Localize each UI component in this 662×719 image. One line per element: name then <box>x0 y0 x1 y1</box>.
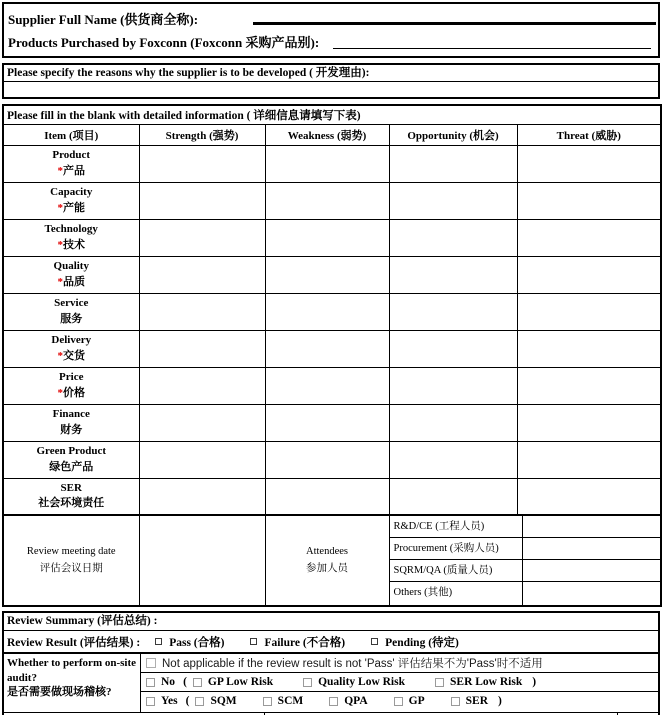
products-label: Products Purchased by Foxconn (Foxconn 采购产品别): <box>8 35 320 50</box>
audit-option-yes: Yes ( SQM SCM QPA GP SER ) <box>141 692 658 710</box>
sub-option-scm: SCM <box>263 695 304 707</box>
col-header-weakness: Weakness (弱势) <box>265 124 389 145</box>
swot-cell[interactable] <box>517 404 661 441</box>
attendee-value-cell[interactable] <box>523 516 661 537</box>
attendees-roles-cell <box>389 515 661 606</box>
table-row <box>3 182 661 219</box>
supplier-identity-box <box>2 2 660 58</box>
swot-cell[interactable] <box>139 182 265 219</box>
review-meeting-row <box>3 515 661 606</box>
swot-cell[interactable] <box>265 404 389 441</box>
audit-option-not-applicable: Not applicable if the review result is not 'Pass' 评估结果不为'Pass'时不适用 <box>141 654 658 673</box>
table-row <box>3 441 661 478</box>
item-label-service: Service 服务 <box>3 293 139 330</box>
products-row <box>6 28 656 51</box>
swot-cell[interactable] <box>389 330 517 367</box>
onsite-audit-options <box>141 654 658 712</box>
qpa-checkbox[interactable] <box>329 697 338 706</box>
sub-option-gp-low-risk: GP Low Risk <box>193 676 273 688</box>
attendee-value-cell[interactable] <box>523 582 661 605</box>
item-label-technology: Technology *技术 <box>3 219 139 256</box>
swot-cell[interactable] <box>389 219 517 256</box>
item-label-green-product: Green Product 绿色产品 <box>3 441 139 478</box>
swot-cell[interactable] <box>265 478 389 515</box>
swot-cell[interactable] <box>139 256 265 293</box>
col-header-strength: Strength (强势) <box>139 124 265 145</box>
swot-cell[interactable] <box>265 293 389 330</box>
swot-header-row <box>3 124 661 145</box>
role-label-others: Others (其他) <box>390 582 523 605</box>
not-applicable-checkbox[interactable] <box>146 658 156 668</box>
col-header-threat: Threat (威胁) <box>517 124 661 145</box>
item-label-quality: Quality *品质 <box>3 256 139 293</box>
attendees-label: Attendees 参加人员 <box>265 515 389 606</box>
review-result-label: Review Result (评估结果) : <box>7 636 141 649</box>
table-row <box>3 293 661 330</box>
audit-option-no: No ( GP Low Risk Quality Low Risk SER Low Risk ) <box>141 673 658 692</box>
swot-cell[interactable] <box>517 441 661 478</box>
swot-cell[interactable] <box>389 293 517 330</box>
supplier-name-label: Supplier Full Name (供货商全称): <box>8 12 199 27</box>
swot-cell[interactable] <box>139 478 265 515</box>
attendee-value-cell[interactable] <box>523 538 661 559</box>
role-label-sqrm-qa: SQRM/QA (质量人员) <box>390 560 523 581</box>
swot-cell[interactable] <box>265 367 389 404</box>
result-option-pass: Pass (合格) <box>155 634 224 650</box>
products-blank[interactable] <box>333 48 651 49</box>
swot-cell[interactable] <box>389 441 517 478</box>
table-row <box>3 367 661 404</box>
swot-cell[interactable] <box>517 367 661 404</box>
ser-low-risk-checkbox[interactable] <box>435 678 444 687</box>
failure-checkbox[interactable] <box>250 638 257 645</box>
development-reasons-box <box>2 63 660 99</box>
swot-cell[interactable] <box>389 145 517 182</box>
swot-cell[interactable] <box>389 478 517 515</box>
ser-checkbox[interactable] <box>451 697 460 706</box>
swot-cell[interactable] <box>265 219 389 256</box>
swot-cell[interactable] <box>517 478 661 515</box>
review-meeting-date-label: Review meeting date 评估会议日期 <box>3 515 139 606</box>
role-label-rdce: R&D/CE (工程人员) <box>390 516 523 537</box>
onsite-audit-section <box>4 654 658 713</box>
item-label-delivery: Delivery *交货 <box>3 330 139 367</box>
swot-cell[interactable] <box>517 219 661 256</box>
swot-cell[interactable] <box>517 256 661 293</box>
swot-cell[interactable] <box>265 256 389 293</box>
next-section-partial-row <box>4 713 658 715</box>
quality-low-risk-checkbox[interactable] <box>303 678 312 687</box>
item-label-price: Price *价格 <box>3 367 139 404</box>
swot-cell[interactable] <box>265 182 389 219</box>
table-row <box>3 404 661 441</box>
partial-divider <box>617 713 618 715</box>
item-label-finance: Finance 财务 <box>3 404 139 441</box>
swot-table <box>2 104 662 607</box>
sqm-checkbox[interactable] <box>195 697 204 706</box>
swot-cell[interactable] <box>265 145 389 182</box>
table-row <box>3 256 661 293</box>
result-option-failure: Failure (不合格) <box>250 634 345 650</box>
result-option-pending: Pending (待定) <box>371 634 459 650</box>
development-reasons-input-area[interactable] <box>4 82 658 97</box>
table-row <box>3 478 661 515</box>
onsite-audit-question: Whether to perform on-site audit? 是否需要做现场稽核? <box>4 654 141 712</box>
swot-cell[interactable] <box>265 330 389 367</box>
sub-option-ser: SER <box>451 695 488 707</box>
swot-cell[interactable] <box>265 441 389 478</box>
no-checkbox[interactable] <box>146 678 155 687</box>
col-header-item: Item (项目) <box>3 124 139 145</box>
supplier-name-row <box>6 5 656 28</box>
pending-checkbox[interactable] <box>371 638 378 645</box>
table-row <box>3 145 661 182</box>
swot-cell[interactable] <box>139 219 265 256</box>
swot-cell[interactable] <box>517 182 661 219</box>
role-label-procurement: Procurement (采购人员) <box>390 538 523 559</box>
item-label-product: Product *产品 <box>3 145 139 182</box>
item-label-ser: SER 社会环境责任 <box>3 478 139 515</box>
swot-cell[interactable] <box>139 145 265 182</box>
pass-checkbox[interactable] <box>155 638 162 645</box>
swot-cell[interactable] <box>139 441 265 478</box>
sub-option-ser-low-risk: SER Low Risk <box>435 676 522 688</box>
attendee-role-row <box>390 582 661 605</box>
fill-instruction-label: Please fill in the blank with detailed information ( 详细信息请填写下表) <box>3 105 661 124</box>
swot-cell[interactable] <box>389 404 517 441</box>
scm-checkbox[interactable] <box>263 697 272 706</box>
swot-cell[interactable] <box>389 182 517 219</box>
gp-low-risk-checkbox[interactable] <box>193 678 202 687</box>
review-result-row <box>4 631 658 654</box>
yes-checkbox[interactable] <box>146 697 155 706</box>
attendee-value-cell[interactable] <box>523 560 661 581</box>
swot-cell[interactable] <box>139 367 265 404</box>
attendee-role-row <box>390 516 661 538</box>
table-row <box>3 330 661 367</box>
sub-option-sqm: SQM <box>195 695 236 707</box>
swot-cell[interactable] <box>139 330 265 367</box>
sub-option-qpa: QPA <box>329 695 367 707</box>
sub-option-quality-low-risk: Quality Low Risk <box>303 676 405 688</box>
swot-cell[interactable] <box>517 330 661 367</box>
swot-cell[interactable] <box>517 293 661 330</box>
development-reasons-label: Please specify the reasons why the supplier is to be developed ( 开发理由): <box>4 65 658 82</box>
review-summary-label: Review Summary (评估总结) : <box>4 613 658 631</box>
table-row <box>3 219 661 256</box>
attendee-role-row <box>390 560 661 582</box>
supplier-name-blank[interactable] <box>253 22 656 25</box>
review-summary-box <box>2 611 660 715</box>
swot-cell[interactable] <box>389 367 517 404</box>
item-label-capacity: Capacity *产能 <box>3 182 139 219</box>
swot-cell[interactable] <box>139 293 265 330</box>
attendee-role-row <box>390 538 661 560</box>
sub-option-gp: GP <box>394 695 425 707</box>
swot-cell[interactable] <box>389 256 517 293</box>
gp-checkbox[interactable] <box>394 697 403 706</box>
col-header-opportunity: Opportunity (机会) <box>389 124 517 145</box>
swot-cell[interactable] <box>517 145 661 182</box>
swot-cell[interactable] <box>139 404 265 441</box>
partial-divider <box>264 713 265 715</box>
review-meeting-date-cell[interactable] <box>139 515 265 606</box>
